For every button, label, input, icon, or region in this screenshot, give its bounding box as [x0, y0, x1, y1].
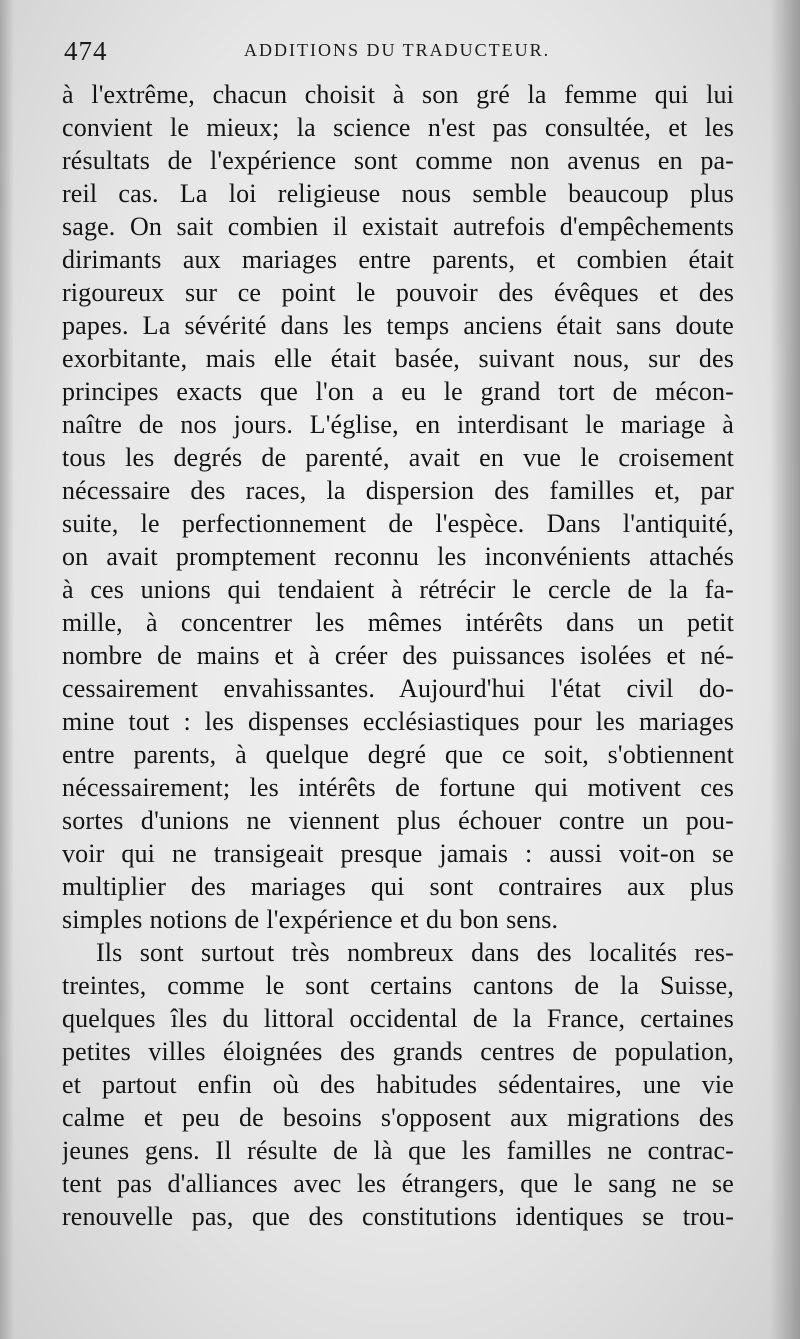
text-line: papes. La sévérité dans les temps anciens était sans doute	[62, 311, 734, 340]
text-line: mille, à concentrer les mêmes intérêts dans un petit	[62, 608, 734, 637]
text-line: à ces unions qui tendaient à rétrécir le cercle de la fa-	[62, 575, 734, 604]
running-head	[64, 32, 736, 68]
text-line: petites villes éloignées des grands centres de population,	[62, 1037, 734, 1066]
text-line: suite, le perfectionnement de l'espèce. Dans l'antiquité,	[62, 509, 734, 538]
paragraph	[62, 78, 734, 936]
text-line: entre parents, à quelque degré que ce soit, s'obtiennent	[62, 740, 734, 769]
text-line: exorbitante, mais elle était basée, suivant nous, sur des	[62, 344, 734, 373]
text-line: quelques îles du littoral occidental de la France, certaines	[62, 1004, 734, 1033]
text-line: reil cas. La loi religieuse nous semble beaucoup plus	[62, 179, 734, 208]
text-line: nécessaire des races, la dispersion des familles et, par	[62, 476, 734, 505]
text-line: naître de nos jours. L'église, en interdisant le mariage à	[62, 410, 734, 439]
text-line: rigoureux sur ce point le pouvoir des évêques et des	[62, 278, 734, 307]
text-line: sortes d'unions ne viennent plus échouer contre un pou-	[62, 806, 734, 835]
text-line: voir qui ne transigeait presque jamais : aussi voit-on se	[62, 839, 734, 868]
text-line: renouvelle pas, que des constitutions identiques se trou-	[62, 1202, 734, 1231]
text-line: à l'extrême, chacun choisit à son gré la femme qui lui	[62, 80, 734, 109]
paragraph	[62, 936, 734, 1233]
text-line: jeunes gens. Il résulte de là que les familles ne contrac-	[62, 1136, 734, 1165]
text-line: on avait promptement reconnu les inconvénients attachés	[62, 542, 734, 571]
text-line: principes exacts que l'on a eu le grand tort de mécon-	[62, 377, 734, 406]
text-line: tous les degrés de parenté, avait en vue le croisement	[62, 443, 734, 472]
text-line: nécessairement; les intérêts de fortune qui motivent ces	[62, 773, 734, 802]
paragraph-container	[62, 78, 734, 1233]
text-line: tent pas d'alliances avec les étrangers, que le sang ne se	[62, 1169, 734, 1198]
page-number: 474	[64, 36, 108, 66]
text-line: convient le mieux; la science n'est pas consultée, et les	[62, 113, 734, 142]
text-line: sage. On sait combien il existait autrefois d'empêchements	[62, 212, 734, 241]
text-line: multiplier des mariages qui sont contraires aux plus	[62, 872, 734, 901]
text-line: et partout enfin où des habitudes sédentaires, une vie	[62, 1070, 734, 1099]
text-line: cessairement envahissantes. Aujourd'hui l'état civil do-	[62, 674, 734, 703]
text-line: treintes, comme le sont certains cantons de la Suisse,	[62, 971, 734, 1000]
text-line: dirimants aux mariages entre parents, et combien était	[62, 245, 734, 274]
text-line: nombre de mains et à créer des puissances isolées et né-	[62, 641, 734, 670]
running-title: ADDITIONS DU TRADUCTEUR.	[244, 40, 551, 60]
body-text	[62, 78, 734, 1233]
text-line: calme et peu de besoins s'opposent aux migrations des	[62, 1103, 734, 1132]
text-line: mine tout : les dispenses ecclésiastiques pour les mariages	[62, 707, 734, 736]
text-line: simples notions de l'expérience et du bon sens.	[62, 905, 559, 934]
text-line: Ils sont surtout très nombreux dans des localités res-	[96, 938, 734, 967]
text-line: résultats de l'expérience sont comme non avenus en pa-	[62, 146, 734, 175]
